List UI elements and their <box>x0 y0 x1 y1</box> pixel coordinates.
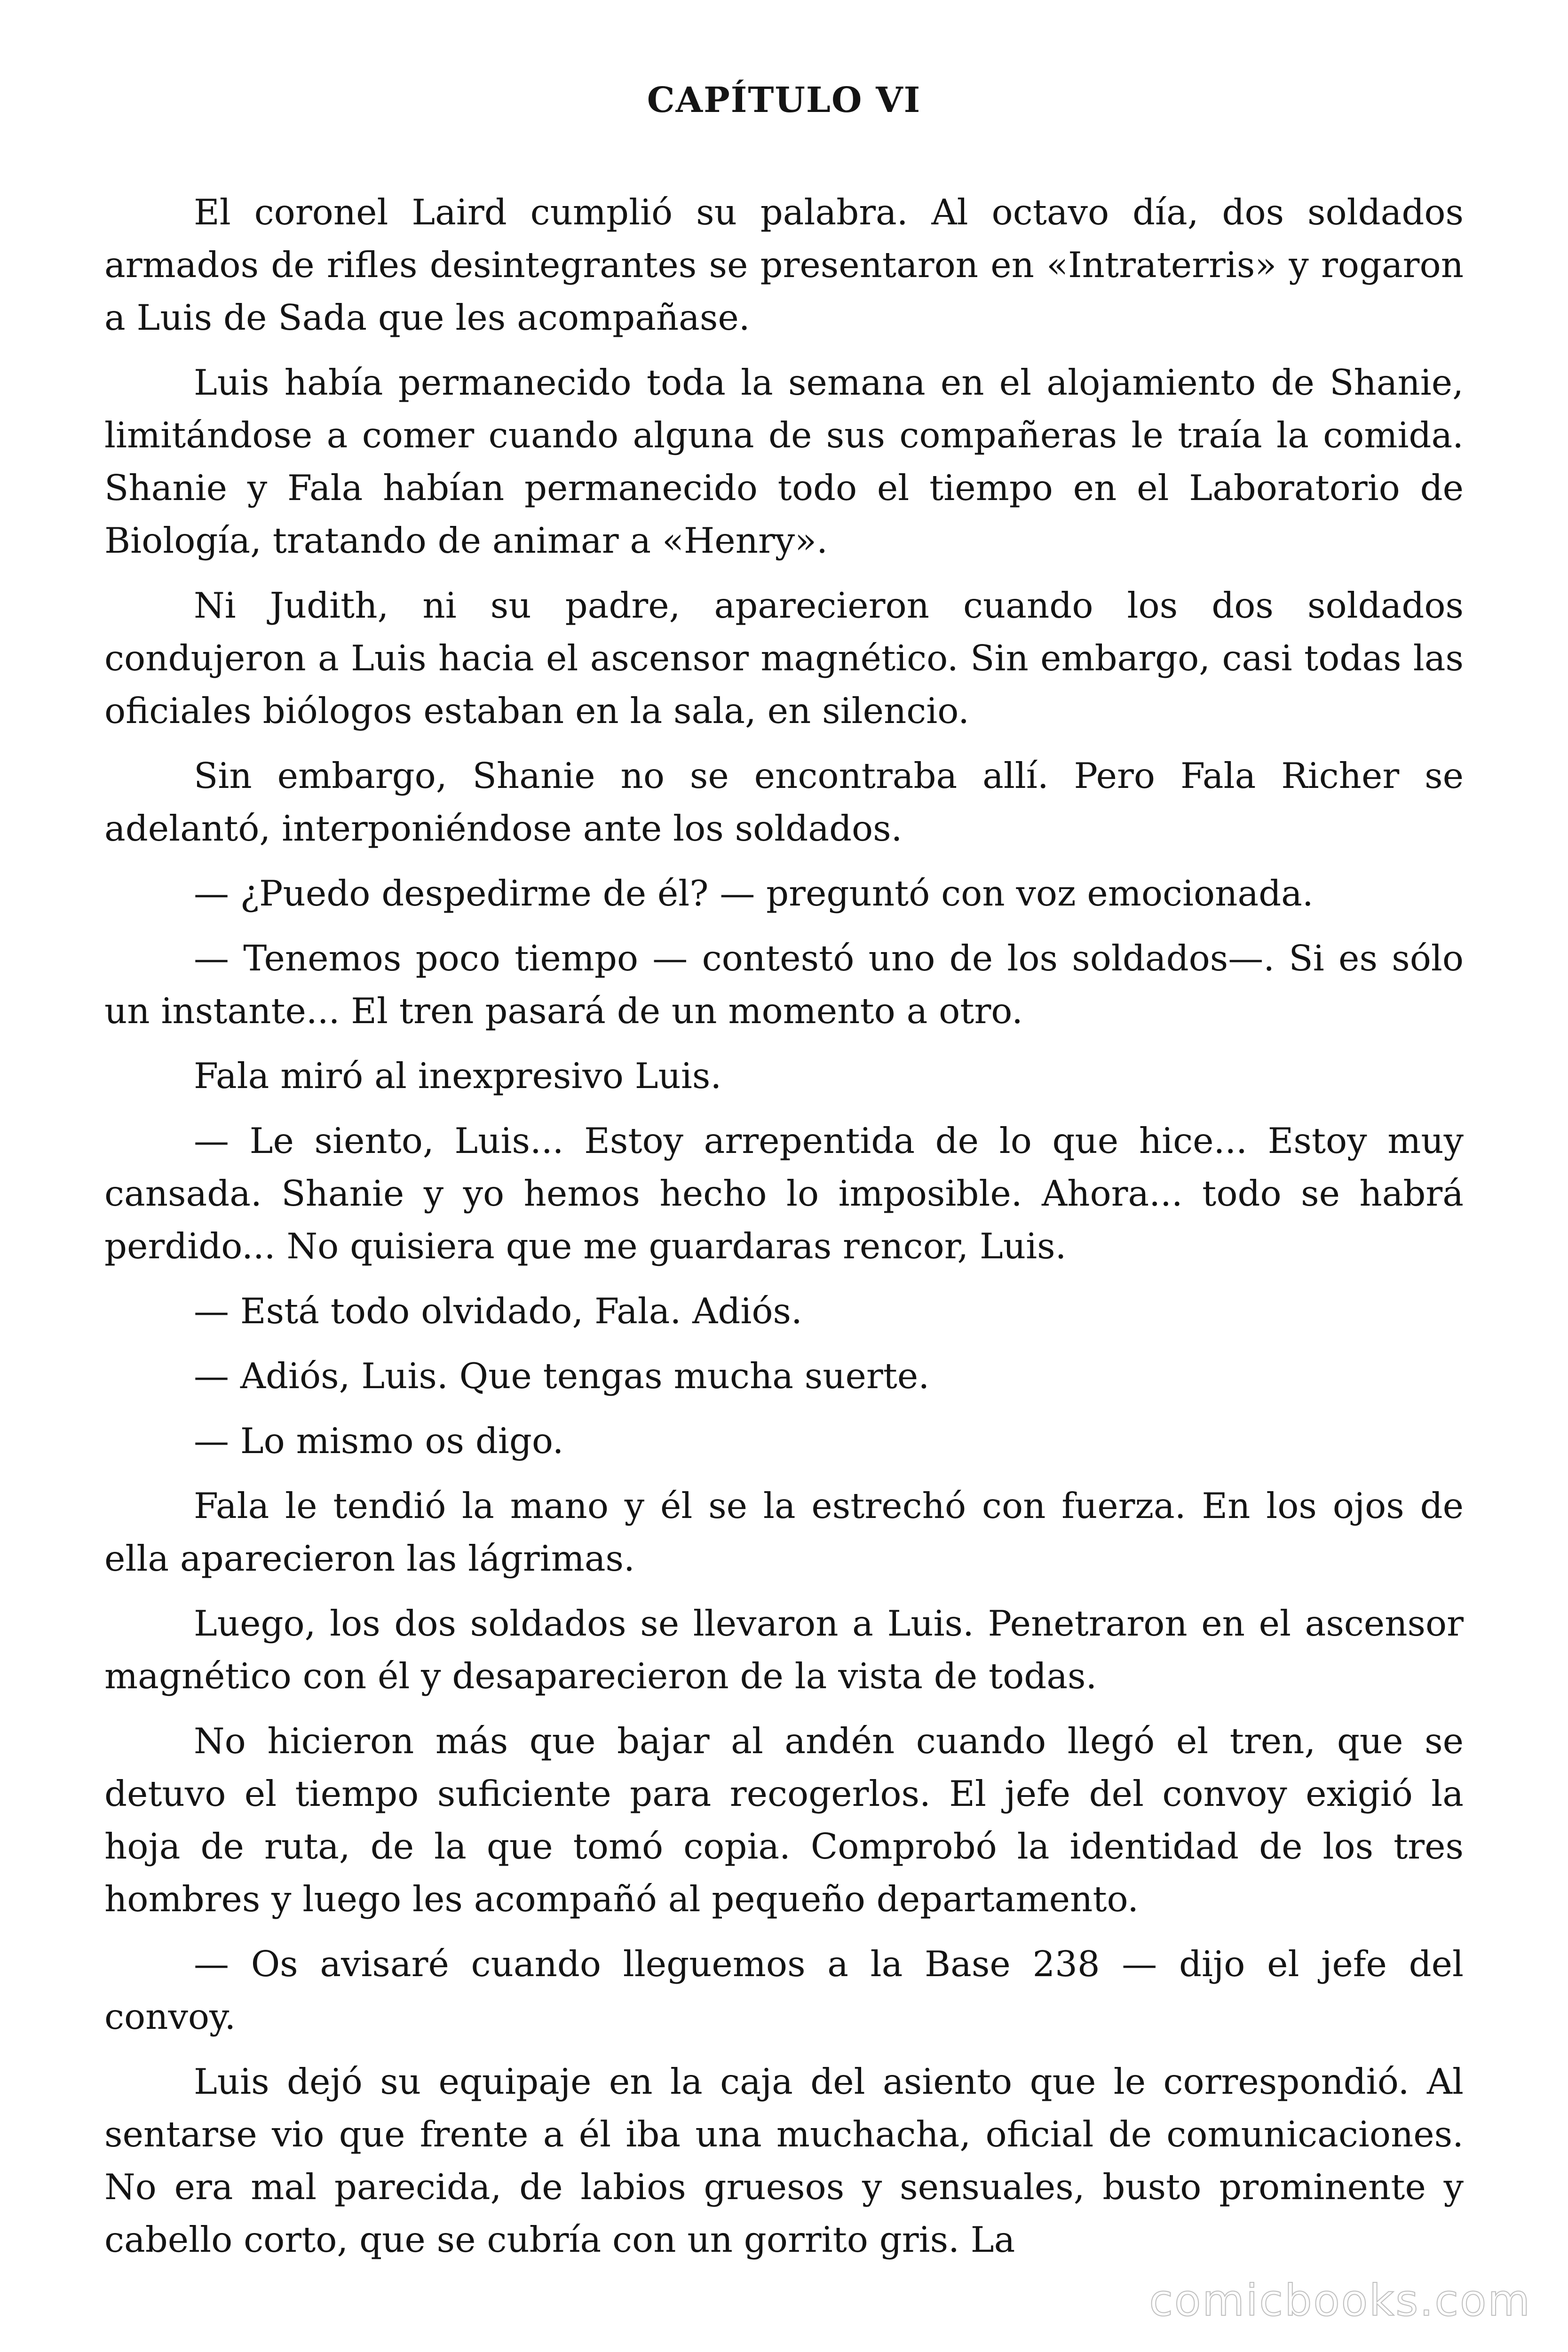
paragraph: No hicieron más que bajar al andén cuando llegó el tren, que se detuvo el tiempo suficiente para recogerlos. El jefe del convoy exigió la hoja de ruta, de la que tomó copia. Comprobó la identidad de los tres hombres y luego les acompañó al pequeño departamento. <box>104 1720 1464 1920</box>
paragraph: Luis dejó su equipaje en la caja del asiento que le correspondió. Al sentarse vio que frente a él iba una muchacha, oficial de comunicaciones. No era mal parecida, de labios gruesos y sensuales, busto prominente y cabello corto, que se cubría con un gorrito gris. La <box>104 2061 1464 2260</box>
dialogue-line: — Lo mismo os digo. <box>194 1420 564 1462</box>
paragraph: Luis había permanecido toda la semana en el alojamiento de Shanie, limitándose a comer cuando alguna de sus compañeras le traía la comida. Shanie y Fala habían permanecido todo el tiempo en el Laboratorio de Biología, tratando de animar a «Henry». <box>104 362 1464 561</box>
dialogue-line: — ¿Puedo despedirme de él? — preguntó con voz emocionada. <box>194 873 1314 914</box>
dialogue-line: — Está todo olvidado, Fala. Adiós. <box>194 1290 802 1332</box>
dialogue-line: — Tenemos poco tiempo — contestó uno de los soldados—. Si es sólo un instante... El tren pasará de un momento a otro. <box>104 938 1464 1032</box>
paragraph: El coronel Laird cumplió su palabra. Al octavo día, dos soldados armados de rifles desintegrantes se presentaron en «Intraterris» y rogaron a Luis de Sada que les acompañase. <box>104 191 1464 338</box>
dialogue-line: — Le siento, Luis... Estoy arrepentida de lo que hice... Estoy muy cansada. Shanie y yo hemos hecho lo imposible. Ahora... todo se habrá perdido... No quisiera que me guardaras rencor, Luis. <box>104 1120 1464 1267</box>
paragraph: Luego, los dos soldados se llevaron a Luis. Penetraron en el ascensor magnético con él y desaparecieron de la vista de todas. <box>104 1603 1464 1697</box>
body-text <box>104 186 1464 2278</box>
chapter-title: CAPÍTULO VI <box>647 80 921 120</box>
paragraph: Fala le tendió la mano y él se la estrechó con fuerza. En los ojos de ella aparecieron las lágrimas. <box>104 1485 1464 1579</box>
watermark-logo: comicbooks.com <box>1149 2275 1531 2326</box>
paragraph: Fala miró al inexpresivo Luis. <box>194 1055 722 1097</box>
dialogue-line: — Adiós, Luis. Que tengas mucha suerte. <box>194 1355 930 1397</box>
paragraph: Ni Judith, ni su padre, aparecieron cuando los dos soldados condujeron a Luis hacia el ascensor magnético. Sin embargo, casi todas las oficiales biólogos estaban en la sala, en silencio. <box>104 585 1464 731</box>
paragraph: Sin embargo, Shanie no se encontraba allí. Pero Fala Richer se adelantó, interponiéndose ante los soldados. <box>104 755 1464 849</box>
dialogue-line: — Os avisaré cuando lleguemos a la Base 238 — dijo el jefe del convoy. <box>104 1943 1464 2037</box>
